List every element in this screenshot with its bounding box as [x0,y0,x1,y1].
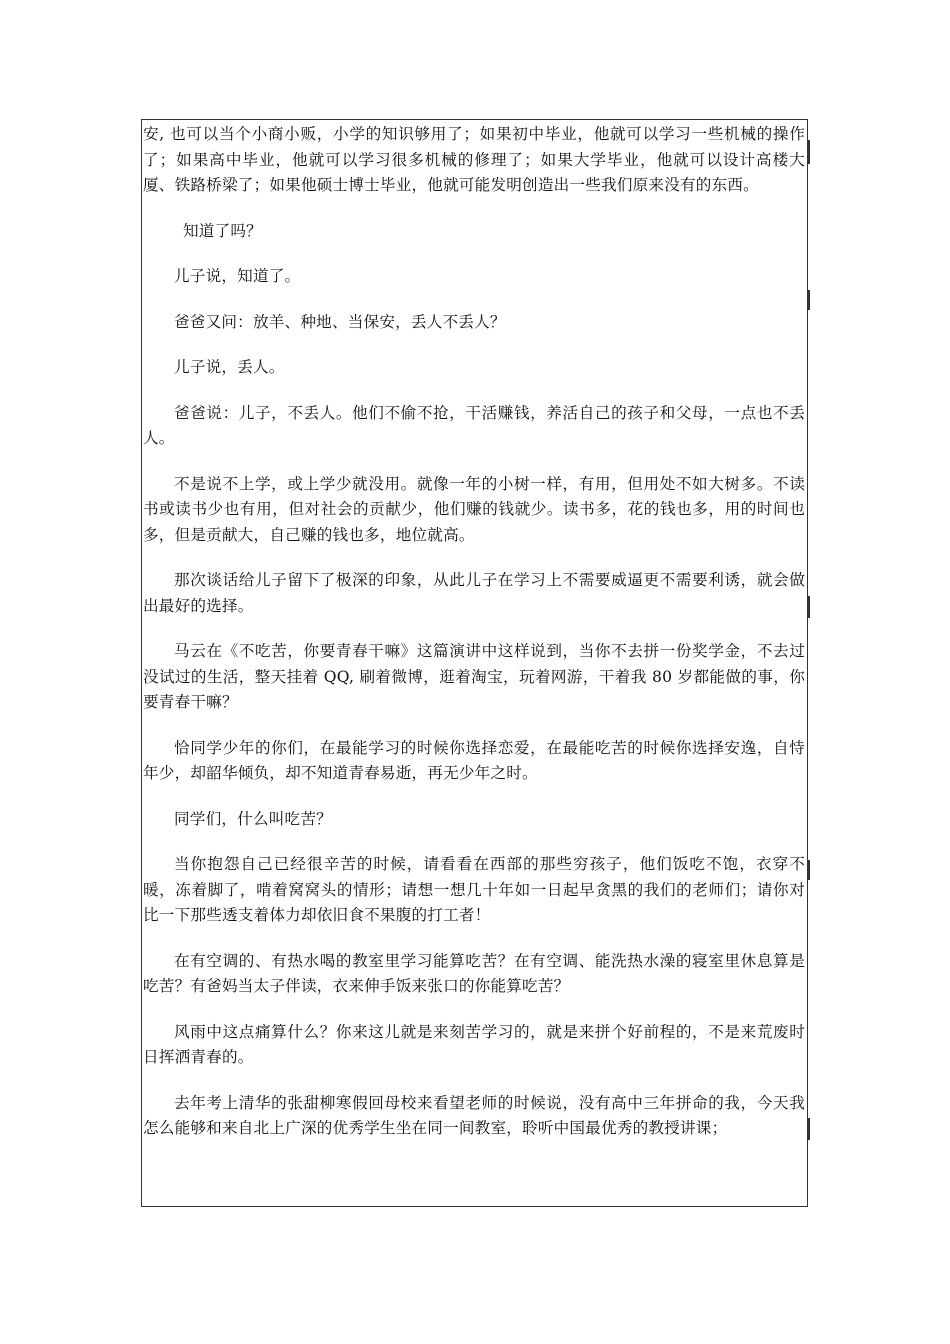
paragraph-2: 知道了吗？ [183,221,262,240]
paragraph-5: 儿子说，丢人。 [174,358,285,376]
paragraph-4: 爸爸又问：放羊、种地、当保安，丢人不丢人？ [174,312,506,331]
paragraph-14: 风雨中这点痛算什么？你来这儿就是来刻苦学习的，就是来拼个好前程的，不是来荒废时日挥洒青春的。 [143,1022,805,1066]
paragraph-12: 当你抱怨自己已经很辛苦的时候，请看看在西部的那些穷孩子，他们饭吃不饱，衣穿不暖，冻着脚了，啃着窝窝头的情形；请想一想几十年如一日起早贪黑的我们的老师们；请你对比一下那些透支着体力却依旧食不果腹的打工者！ [143,855,805,924]
paragraph-3: 儿子说，知道了。 [174,267,301,285]
paragraph-9: 马云在《不吃苦，你要青春干嘛》这篇演讲中这样说到，当你不去拼一份奖学金，不去过没试过的生活，整天挂着 QQ, 刷着微博，逛着淘宝，玩着网游，干着我 80 岁都能做的事，你要青春干嘛？ [143,642,805,711]
paragraph-13: 在有空调的、有热水喝的教室里学习能算吃苦？在有空调、能洗热水澡的寝室里休息算是吃苦？有爸妈当太子伴读，衣来伸手饭来张口的你能算吃苦？ [143,951,805,995]
paragraph-6: 爸爸说：儿子，不丢人。他们不偷不抢，干活赚钱，养活自己的孩子和父母，一点也不丢人。 [143,403,805,447]
paragraph-11: 同学们，什么叫吃苦？ [174,809,332,828]
frame-edge-mark-2 [808,290,810,310]
paragraph-1: 安, 也可以当个小商小贩，小学的知识够用了；如果初中毕业，他就可以学习一些机械的操作了；如果高中毕业，他就可以学习很多机械的修理了；如果大学毕业，他就可以设计高楼大厦、铁路桥梁了；如果他硕士博士毕业，他就可能发明创造出一些我们原来没有的东西。 [143,125,805,194]
document-frame [141,119,808,1207]
paragraph-15: 去年考上清华的张甜柳寒假回母校来看望老师的时候说，没有高中三年拼命的我，今天我怎么能够和来自北上广深的优秀学生坐在同一间教室，聆听中国最优秀的教授讲课； [143,1093,805,1137]
document-body [142,122,807,1162]
paragraph-8: 那次谈话给儿子留下了极深的印象，从此儿子在学习上不需要威逼更不需要利诱，就会做出最好的选择。 [143,571,805,615]
frame-edge-mark-4 [808,860,810,880]
paragraph-7: 不是说不上学，或上学少就没用。就像一年的小树一样，有用，但用处不如大树多。不读书或读书少也有用，但对社会的贡献少，他们赚的钱就少。读书多，花的钱也多，用的时间也多，但是贡献大，自己赚的钱也多，地位就高。 [143,474,805,544]
frame-edge-mark-3 [808,596,810,618]
frame-edge-mark-5 [808,1118,810,1140]
frame-edge-mark-1 [808,140,810,164]
paragraph-10: 恰同学少年的你们，在最能学习的时候你选择恋爱，在最能吃苦的时候你选择安逸，自恃年少，却韶华倾负，却不知道青春易逝，再无少年之时。 [143,738,805,782]
